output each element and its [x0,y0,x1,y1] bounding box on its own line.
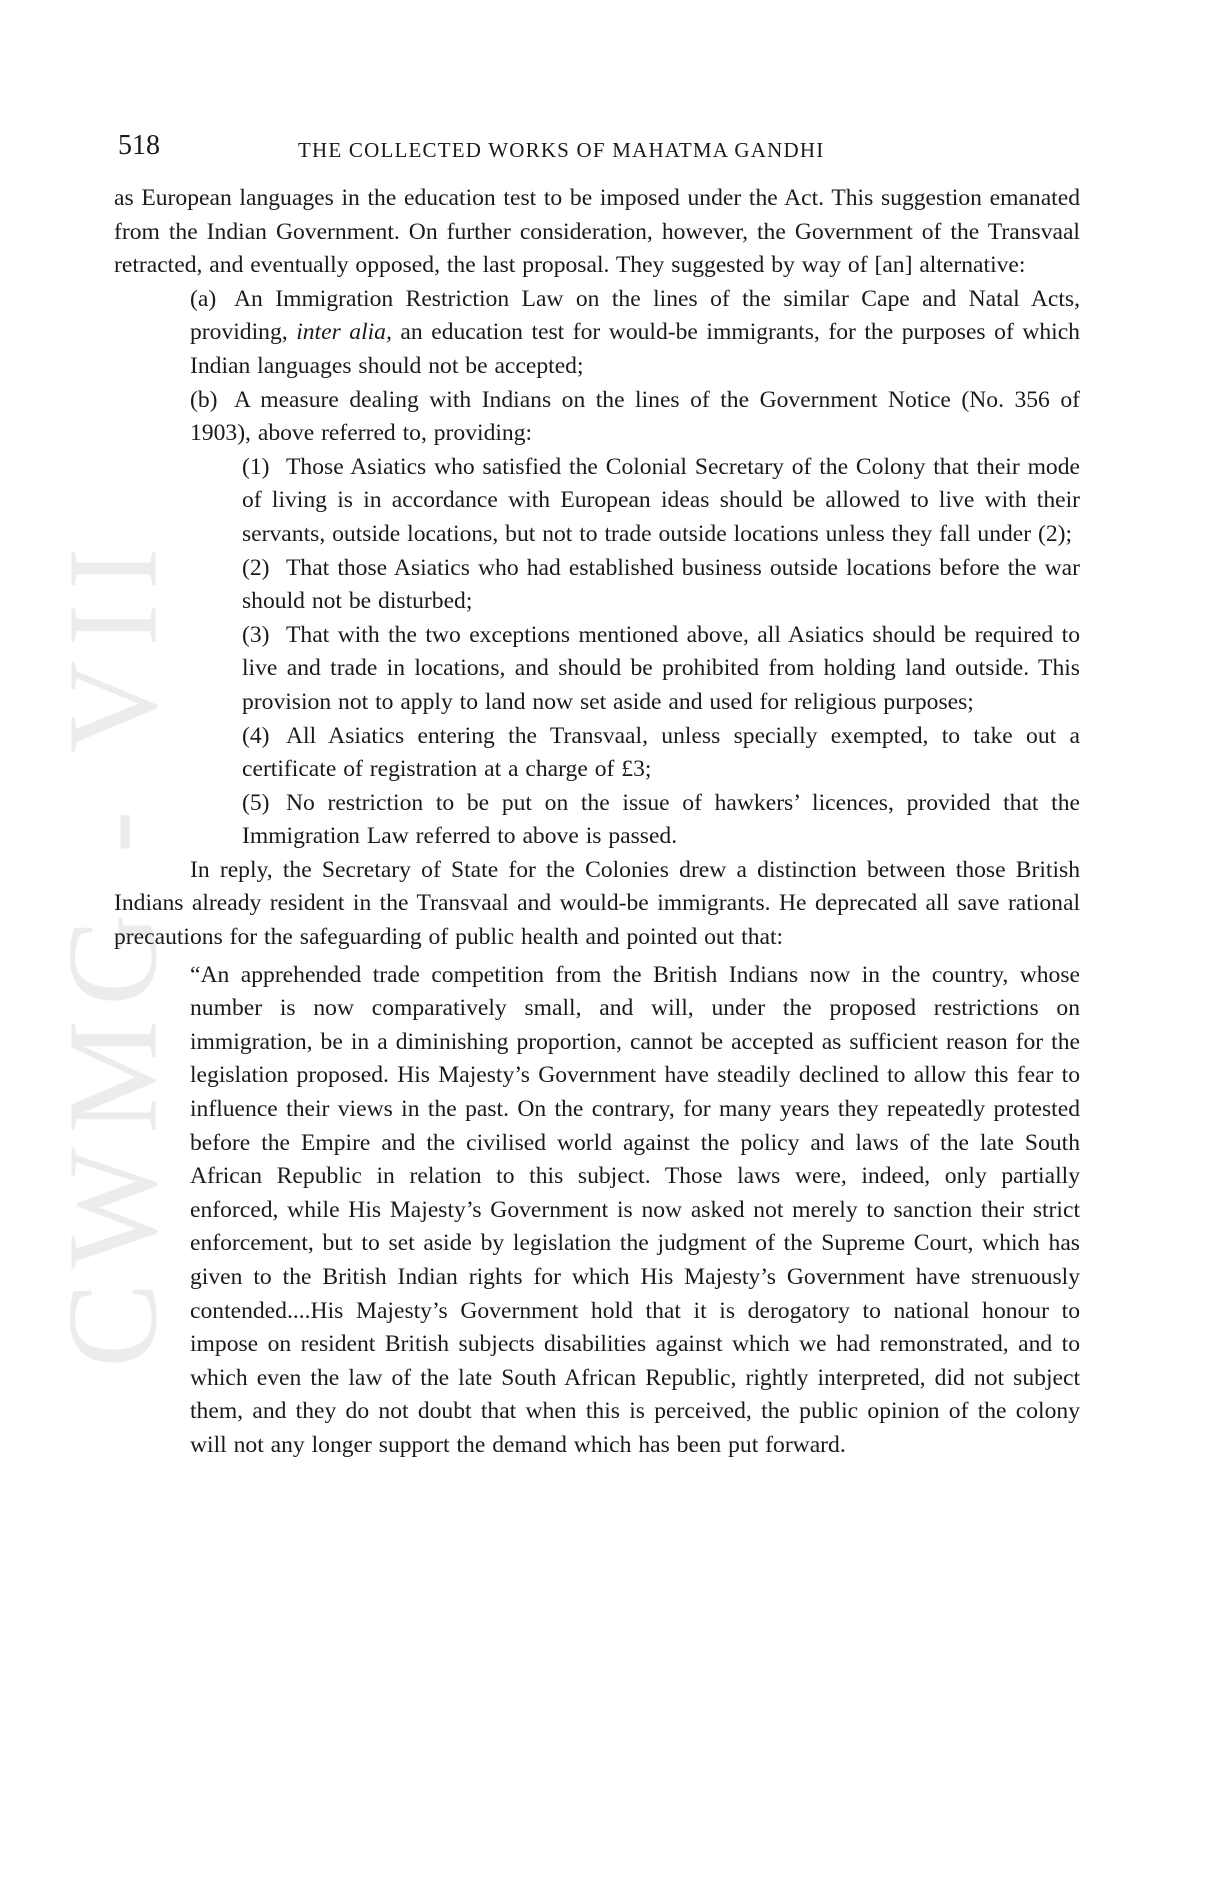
sub-list-item-label: (2) [242,554,270,581]
sub-list-item-text: No restriction to be put on the issue of hawkers’ licences, provided that the Immigration Law referred to above is passed. [242,789,1080,850]
list-item-b [114,384,1080,451]
list-item-text: An Immigration Restriction Law on the lines of the similar Cape and Natal Acts, providing, [190,285,1080,346]
paragraph-intro: as European languages in the education test to be imposed under the Act. This suggestion emanated from the Indian Government. On further consideration, however, the Government of the Transvaal retracted, and eventually opposed, the last proposal. They suggested by way of [an] alternative: [114,185,1080,279]
sub-list-item-label: (5) [242,789,270,816]
list-item-label: (b) [190,386,218,413]
list-item-label: (a) [190,285,217,312]
page-header [118,130,1119,170]
sub-list-item-text: That those Asiatics who had established business outside locations before the war should not be disturbed; [242,554,1080,615]
list-item-text: A measure dealing with Indians on the lines of the Government Notice (No. 356 of 1903), above referred to, providing: [190,386,1080,447]
sub-list-item [114,787,1080,854]
sub-list-item [114,552,1080,619]
sub-list [114,451,1080,854]
block-quote: “An apprehended trade competition from the British Indians now in the country, whose number is now comparatively small, and will, under the proposed restrictions on immigration, be in a diminishing proportion, cannot be accepted as sufficient reason for the legislation proposed. His Majesty’s Government have steadily declined to allow this fear to influence their views in the past. On the contrary, for many years they repeatedly protested before the Empire and the civilised world against the policy and laws of the late South African Republic in relation to this subject. Those laws were, indeed, only partially enforced, while His Majesty’s Government is now asked not merely to sanction their strict enforcement, but to set aside by legislation the judgment of the Supreme Court, which has given to the British Indian rights for which His Majesty’s Government have strenuously contended....His Majesty’s Government hold that it is derogatory to national honour to impose on resident British subjects disabilities against which we had remonstrated, and to which even the law of the late South African Republic, rightly interpreted, did not subject them, and they do not doubt that when this is perceived, the public opinion of the colony will not any longer support the demand which has been put forward. [190,961,1080,1458]
list-item-a [114,283,1080,384]
watermark-text: CWMG - VII [41,532,184,1368]
sub-list-item [114,720,1080,787]
sub-list-item-text: Those Asiatics who satisfied the Colonial Secretary of the Colony that their mode of living is in accordance with European ideas should be allowed to live with their servants, outside locations, but not to trade outside locations unless they fall under (2); [242,453,1080,547]
page-number: 518 [118,130,160,161]
sub-list-item [114,451,1080,552]
paragraph-reply: In reply, the Secretary of State for the Colonies drew a distinction between those British Indians already resident in the Transvaal and would-be immigrants. He deprecated all save rational precautions for the safeguarding of public health and pointed out that: [114,856,1080,951]
running-title: THE COLLECTED WORKS OF MAHATMA GANDHI [298,138,825,162]
italic-phrase: inter alia, [296,319,392,346]
sub-list-item-label: (4) [242,722,270,749]
sub-list-item [114,619,1080,720]
sub-list-item-label: (1) [242,453,270,480]
sub-list-item-label: (3) [242,621,270,648]
sub-list-item-text: All Asiatics entering the Transvaal, unless specially exempted, to take out a certificate of registration at a charge of £3; [242,722,1080,783]
page-body [114,182,1080,1463]
list-item-text: an education test for would-be immigrants, for the purposes of which Indian languages should not be accepted; [190,319,1080,379]
sub-list-item-text: That with the two exceptions mentioned above, all Asiatics should be required to live and trade in locations, and should be prohibited from holding land outside. This provision not to apply to land now set aside and used for religious purposes; [242,621,1080,715]
